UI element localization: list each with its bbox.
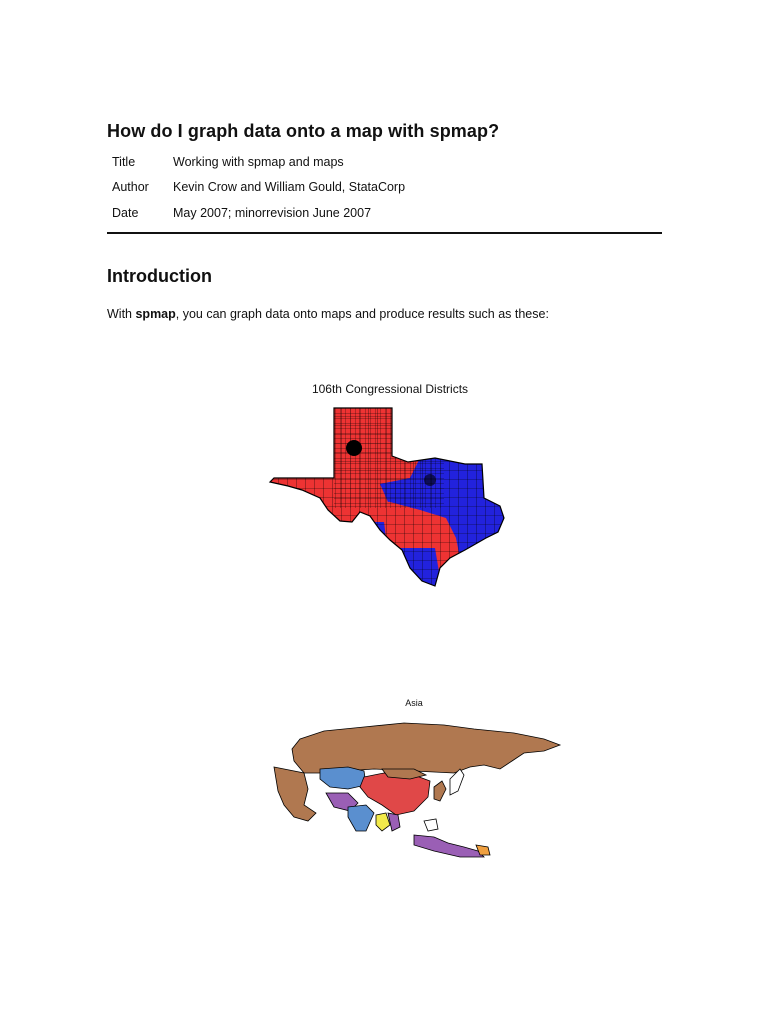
page-title: How do I graph data onto a map with spmap? <box>107 121 500 141</box>
country-kazakhstan <box>320 767 366 789</box>
meta-value: Working with spmap and maps <box>173 154 344 169</box>
asia-map-figure <box>264 695 564 870</box>
texas-map-figure <box>260 378 520 598</box>
meta-value: Kevin Crow and William Gould, StataCorp <box>173 180 406 195</box>
section-heading-introduction: Introduction <box>107 266 212 286</box>
intro-suffix: , you can graph data onto maps and produce results such as these: <box>175 307 549 321</box>
meta-row-author <box>112 175 405 201</box>
country-china <box>360 773 430 815</box>
country-philippines <box>424 819 438 831</box>
meta-value: May 2007; minorrevision June 2007 <box>173 205 372 220</box>
district-cluster <box>424 474 436 486</box>
metadata-table <box>112 149 405 226</box>
country-middle-east <box>274 767 316 821</box>
country-vietnam <box>388 813 400 831</box>
meta-row-title <box>112 149 405 175</box>
district-cluster <box>346 440 362 456</box>
asia-map <box>264 709 564 869</box>
horizontal-rule <box>107 232 662 234</box>
country-indonesia <box>414 835 484 857</box>
intro-prefix: With <box>107 307 136 321</box>
command-name: spmap <box>135 307 176 321</box>
country-thailand <box>376 813 390 831</box>
country-india <box>348 805 374 831</box>
meta-row-date <box>112 200 405 226</box>
intro-paragraph <box>107 307 549 321</box>
figure-title: 106th Congressional Districts <box>311 382 469 396</box>
figure-title: Asia <box>405 698 423 708</box>
meta-key: Author <box>112 180 149 195</box>
country-russia <box>292 723 560 773</box>
texas-map <box>260 398 520 598</box>
district-lines-dense <box>334 408 444 508</box>
country-korea <box>434 781 446 801</box>
meta-key: Title <box>112 154 136 169</box>
meta-key: Date <box>112 205 139 220</box>
